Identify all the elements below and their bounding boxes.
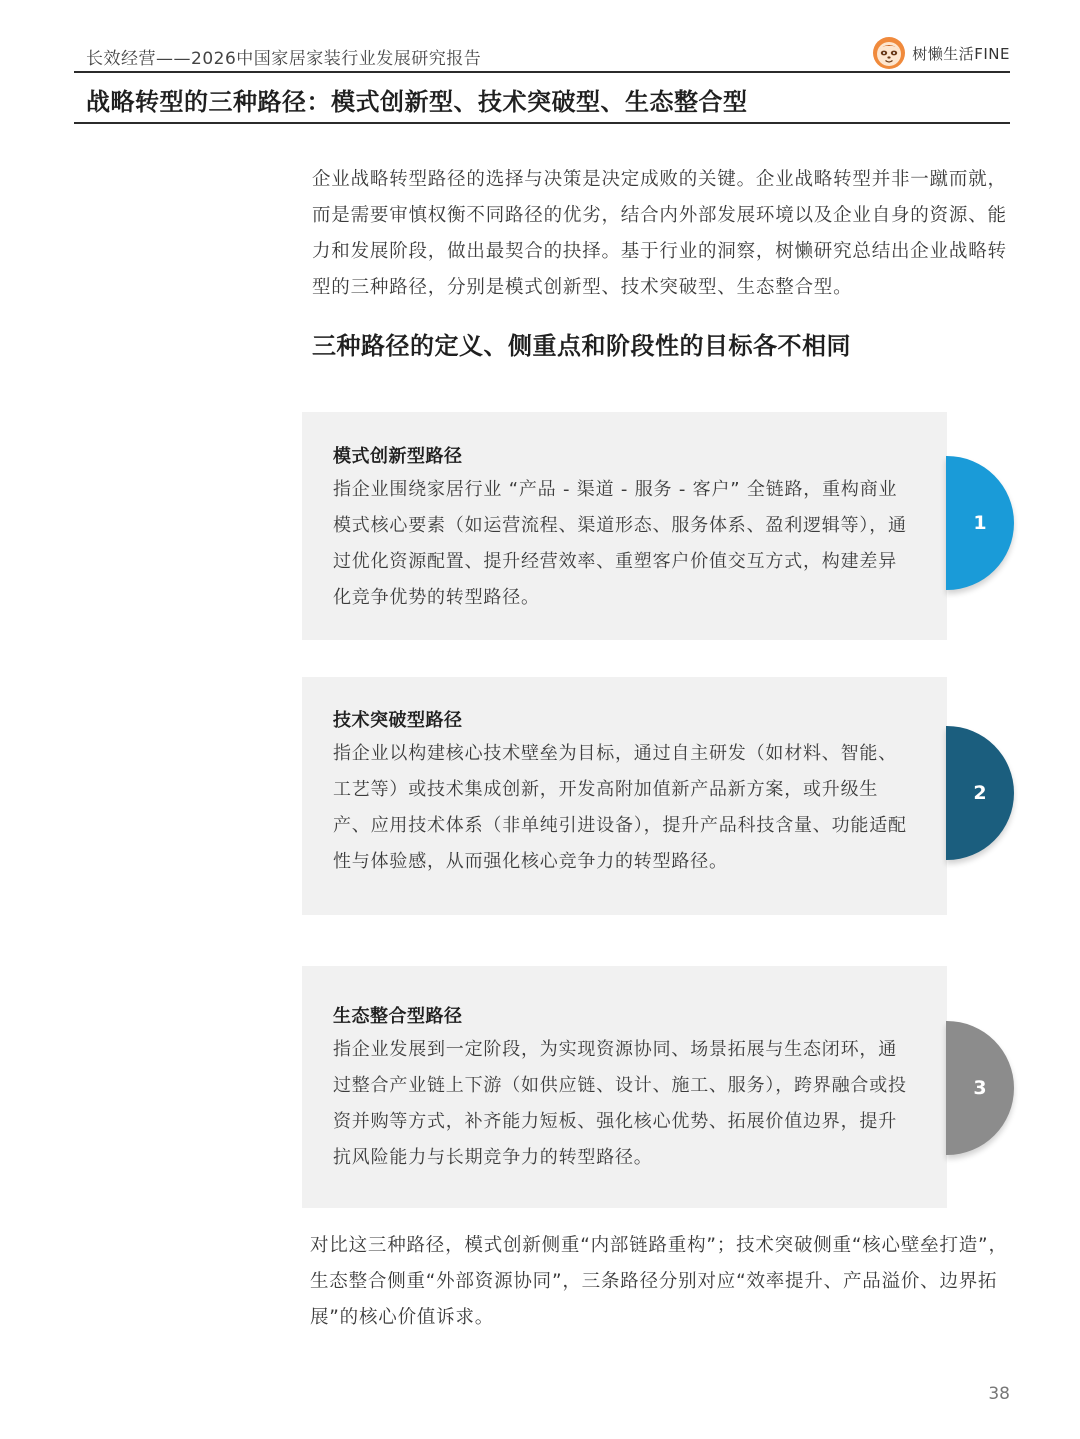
path-card-title: 模式创新型路径 — [333, 446, 463, 467]
path-card-description: 指企业发展到一定阶段，为实现资源协同、场景拓展与生态闭环，通过整合产业链上下游（如供应链、设计、施工、服务），跨界融合或投资并购等方式，补齐能力短板、强化核心优势、拓展价值边界，提升抗风险能力与长期竞争力的转型路径。 — [333, 1039, 907, 1168]
path-number-badge: 2 — [946, 726, 1014, 860]
page-number: 38 — [988, 1384, 1010, 1404]
path-card-description: 指企业围绕家居行业 “产品 - 渠道 - 服务 - 客户” 全链路，重构商业模式核心要素（如运营流程、渠道形态、服务体系、盈利逻辑等），通过优化资源配置、提升经营效率、重塑客户价值交互方式，构建差异化竞争优势的转型路径。 — [333, 479, 907, 608]
path-card-tech-breakthrough — [302, 677, 947, 915]
logo-text: 树懒生活FINE — [912, 44, 1010, 63]
intro-paragraph: 企业战略转型路径的选择与决策是决定成败的关键。企业战略转型并非一蹴而就，而是需要审慎权衡不同路径的优劣，结合内外部发展环境以及企业自身的资源、能力和发展阶段，做出最契合的抉择。基于行业的洞察，树懒研究总结出企业战略转型的三种路径，分别是模式创新型、技术突破型、生态整合型。 — [312, 169, 1007, 298]
conclusion-paragraph: 对比这三种路径，模式创新侧重“内部链路重构”；技术突破侧重“核心壁垒打造”，生态整合侧重“外部资源协同”，三条路径分别对应“效率提升、产品溢价、边界拓展”的核心价值诉求。 — [310, 1235, 1008, 1328]
path-card-title: 技术突破型路径 — [333, 710, 463, 731]
path-number-badge: 3 — [946, 1021, 1014, 1155]
subheading: 三种路径的定义、侧重点和阶段性的目标各不相同 — [312, 332, 851, 360]
sloth-face-icon — [872, 36, 906, 70]
path-number-badge: 1 — [946, 456, 1014, 590]
page-header — [74, 36, 1010, 72]
path-card-description: 指企业以构建核心技术壁垒为目标，通过自主研发（如材料、智能、工艺等）或技术集成创新，开发高附加值新产品新方案，或升级生产、应用技术体系（非单纯引进设备），提升产品科技含量、功能适配性与体验感，从而强化核心竞争力的转型路径。 — [333, 743, 907, 872]
report-title: 长效经营——2026中国家居家装行业发展研究报告 — [86, 49, 482, 69]
brand-logo — [872, 36, 1010, 70]
path-card-model-innovation — [302, 412, 947, 640]
header-divider — [74, 71, 1010, 73]
path-card-ecosystem-integration — [302, 966, 947, 1208]
title-divider — [74, 122, 1010, 124]
path-card-title: 生态整合型路径 — [333, 1006, 463, 1027]
section-title: 战略转型的三种路径：模式创新型、技术突破型、生态整合型 — [86, 88, 748, 116]
